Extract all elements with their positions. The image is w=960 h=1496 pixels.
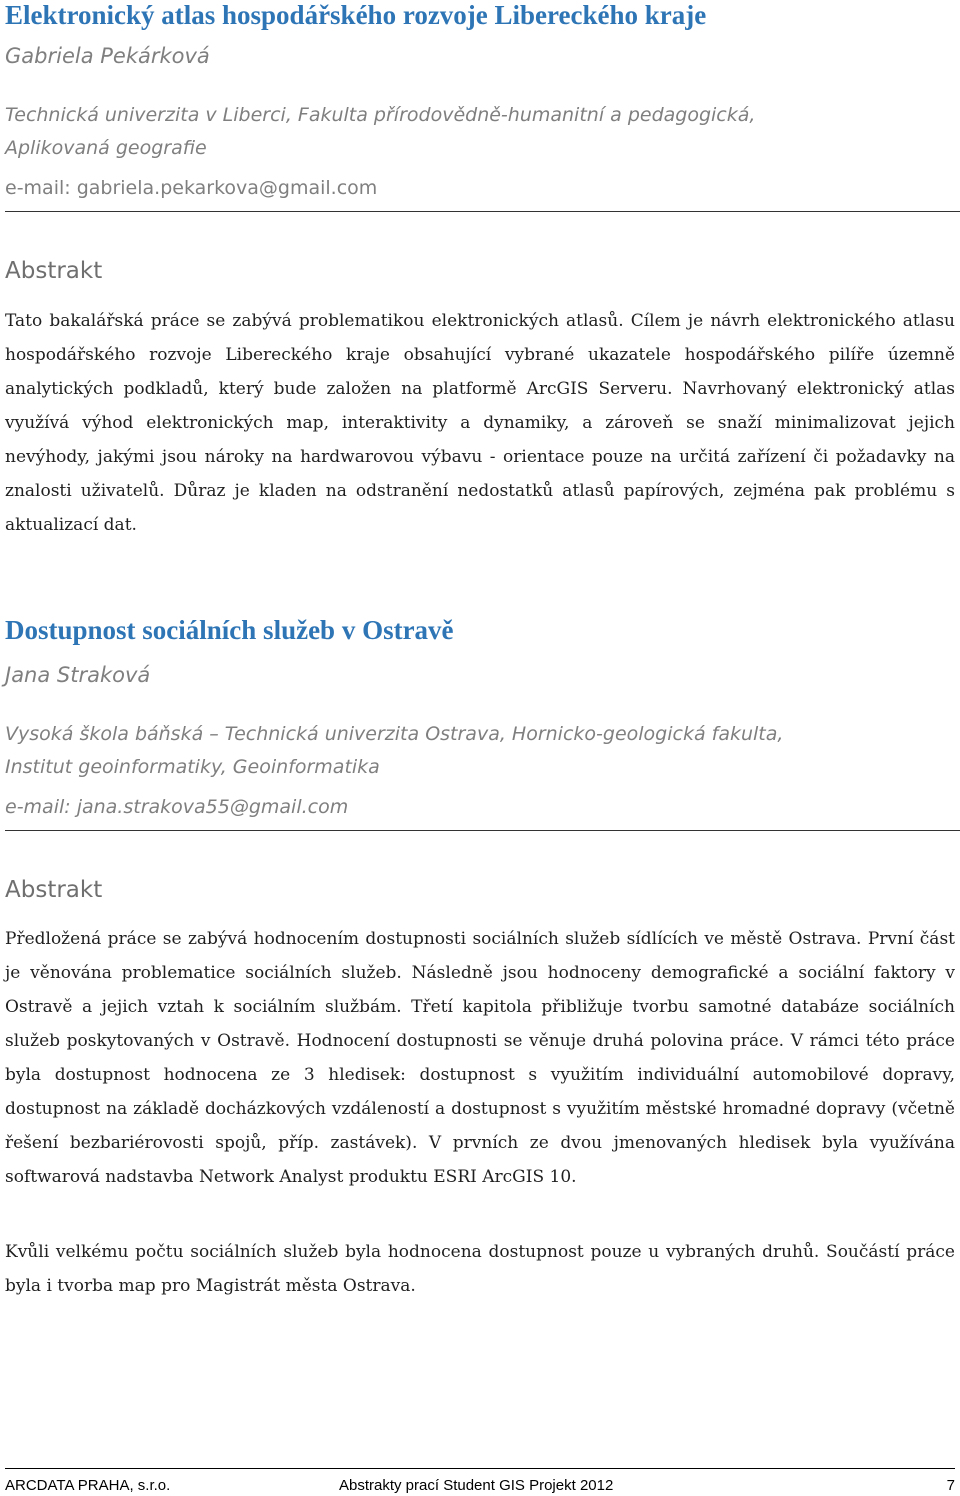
page-number: 7: [946, 1477, 955, 1494]
footer-publication: Abstrakty prací Student GIS Projekt 2012: [339, 1477, 614, 1494]
article-email: e-mail: jana.strakova55@gmail.com: [5, 796, 349, 818]
article-affiliation: [5, 99, 755, 165]
abstract-heading: Abstrakt: [5, 877, 103, 903]
affiliation-line: Technická univerzita v Liberci, Fakulta přírodovědně-humanitní a pedagogická,: [5, 104, 756, 126]
section-divider: [5, 830, 960, 831]
article-title: Elektronický atlas hospodářského rozvoje Libereckého kraje: [5, 0, 707, 30]
footer-publisher: ARCDATA PRAHA, s.r.o.: [5, 1477, 171, 1494]
article-affiliation: [5, 718, 783, 784]
affiliation-line: Aplikovaná geografie: [5, 137, 207, 159]
article-author: Jana Straková: [5, 663, 151, 687]
article-email: e-mail: gabriela.pekarkova@gmail.com: [5, 177, 378, 199]
abstract-paragraph: Kvůli velkému počtu sociálních služeb byla hodnocena dostupnost pouze u vybraných druhů. Součástí práce byla i tvorba map pro Magistrát města Ostrava.: [5, 1242, 955, 1296]
abstract-paragraph: Tato bakalářská práce se zabývá problematikou elektronických atlasů. Cílem je návrh elektronického atlasu hospodářského rozvoje Libereckého kraje obsahující vybrané ukazatele hospodářského pilíře územně analytických podkladů, který bude založen na platformě ArcGIS Serveru. Navrhovaný elektronický atlas využívá výhod elektronických map, interaktivity a dynamiky, a zároveň se snaží minimalizovat jejich nevýhody, jakými jsou nároky na hardwarovou výbavu - orientace pouze na určitá zařízení či požadavky na znalosti uživatelů. Důraz je kladen na odstranění nedostatků atlasů papírových, zejména pak problému s aktualizací dat.: [5, 311, 955, 535]
page-footer: [5, 1468, 955, 1494]
abstract-heading: Abstrakt: [5, 258, 103, 284]
affiliation-line: Vysoká škola báňská – Technická univerzita Ostrava, Hornicko-geologická fakulta,: [5, 723, 784, 745]
abstract-paragraph: Předložená práce se zabývá hodnocením dostupnosti sociálních služeb sídlících ve městě Ostrava. První část je věnována problematice sociálních služeb. Následně jsou hodnoceny demografické a sociální faktory v Ostravě a jejich vztah k sociálním službám. Třetí kapitola přibližuje tvorbu samotné databáze sociálních služeb poskytovaných v Ostravě. Hodnocení dostupnosti se věnuje druhá polovina práce. V rámci této práce byla dostupnost hodnocena ze 3 hledisek: dostupnost s využitím individuální automobilové dopravy, dostupnost na základě docházkových vzdáleností a dostupnost s využitím městské hromadné dopravy (včetně řešení bezbariérovosti spojů, příp. zastávek). V prvních ze dvou jmenovaných hledisek byla využívána softwarová nadstavba Network Analyst produktu ESRI ArcGIS 10.: [5, 929, 955, 1187]
affiliation-line: Institut geoinformatiky, Geoinformatika: [5, 756, 380, 778]
article-title: Dostupnost sociálních služeb v Ostravě: [5, 615, 454, 645]
article-author: Gabriela Pekárková: [5, 44, 210, 68]
section-divider: [5, 211, 960, 212]
